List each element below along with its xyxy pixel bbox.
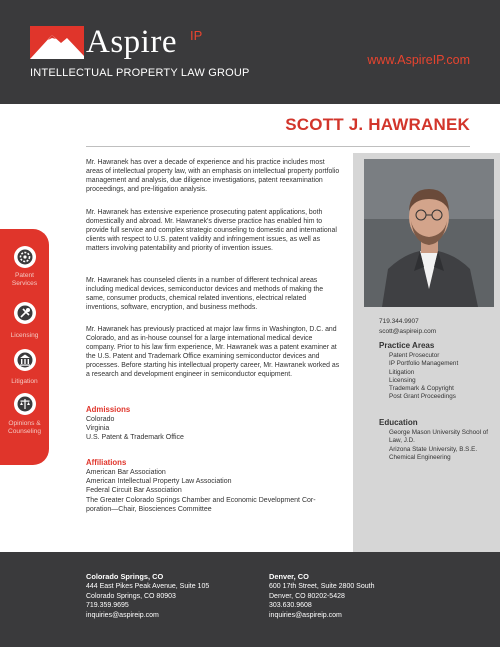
phone-number: 719.344.9907 [379, 318, 419, 325]
scale-icon[interactable] [14, 393, 36, 415]
affiliations-heading: Affiliations [86, 458, 127, 467]
service-licensing[interactable] [0, 332, 49, 340]
service-patent[interactable] [0, 272, 49, 287]
list-item: Patent Prosecutor [389, 352, 440, 359]
office-address-line: 444 East Pikes Peak Avenue, Suite 105 [86, 582, 210, 590]
office-email[interactable]: inquiries@aspireip.com [269, 612, 342, 620]
contact-info [379, 317, 436, 337]
list-item: Federal Circuit Bar Association [86, 487, 182, 495]
bio-paragraph-3: Mr. Hawranek has counseled clients in a number of different technical areas including medical devices, semiconductor devices and methods of making the same, consumer products, chemical related inventions, electrical related inventions, software, encryption, and business methods. [86, 277, 324, 311]
list-item: The Greater Colorado Springs Chamber and Economic Development Cor- [86, 496, 316, 504]
service-label: Counseling [8, 427, 41, 435]
office-phone: 719.359.9695 [86, 602, 129, 610]
brand-name: Aspire [86, 24, 177, 60]
practice-areas-list [389, 352, 458, 402]
brand-superscript: IP [190, 28, 203, 43]
office-city: Denver, CO [269, 572, 309, 581]
affiliations-list [86, 468, 316, 514]
courthouse-icon[interactable] [14, 349, 36, 371]
brand-tagline: INTELLECTUAL PROPERTY LAW GROUP [30, 67, 250, 79]
license-icon[interactable] [14, 302, 36, 324]
bio-paragraph-4: Mr. Hawranek has previously practiced at major law firms in Washington, D.C. and Colorado, and as in-house counsel for a large international medical device company. Prior to his law firm experience, Mr. Hawranek was a patent examiner at the U.S. Patent and Trademark Office examining semiconductor devices and processes. Before starting his intellectual property career, Mr. Hawranek worked as a research and development engineer in semiconductor equipment. [86, 326, 340, 378]
bio-paragraph-1: Mr. Hawranek has over a decade of experience and his practice includes most areas of intellectual property law, with an emphasis on intellectual property portfolio management and analysis, due diligence investigations, patent reexamination proceedings, and pre-litigation analysis. [86, 159, 340, 193]
admissions-heading: Admissions [86, 405, 131, 414]
list-item: Post Grant Proceedings [389, 393, 456, 401]
list-item: Colorado [86, 416, 115, 423]
list-item: Virginia [86, 425, 110, 433]
office-address-line: 600 17th Street, Suite 2800 South [269, 582, 375, 590]
list-item: IP Portfolio Management [389, 360, 459, 368]
office-email[interactable]: inquiries@aspireip.com [86, 612, 159, 620]
page-footer [0, 552, 500, 647]
practice-areas-heading: Practice Areas [379, 341, 435, 350]
list-item: U.S. Patent & Trademark Office [86, 434, 184, 442]
service-opinions[interactable] [0, 420, 49, 435]
list-item: poration—Chair, Biosciences Committee [86, 505, 212, 513]
gear-icon[interactable] [14, 246, 36, 268]
title-divider [86, 146, 470, 147]
list-item: American Intellectual Property Law Association [86, 478, 232, 486]
education-list [389, 429, 489, 462]
bio-paragraph-2: Mr. Hawranek has extensive experience prosecuting patent applications, both domestically and abroad. Mr. Hawranek's diverse practice has enabled him to provide full service and complex strategic counseling to domestic and international clients with respect to U.S. patent validity and infringement issues, as well as matters involving patentability and priority of invention issues. [86, 209, 337, 252]
list-item: American Bar Association [86, 469, 166, 476]
mountain-logo-icon [30, 26, 84, 59]
email-address[interactable]: scott@aspireip.com [379, 328, 437, 335]
list-item: Trademark & Copyright [389, 385, 454, 393]
education-heading: Education [379, 418, 418, 427]
list-item: Litigation [389, 368, 415, 376]
list-item: Licensing [389, 376, 416, 384]
service-label: Opinions & [8, 420, 41, 427]
attorney-name: SCOTT J. HAWRANEK [285, 115, 470, 134]
office-colorado-springs [86, 572, 209, 621]
office-phone: 303.630.9608 [269, 602, 312, 610]
attorney-photo [364, 159, 494, 307]
office-address-line: Colorado Springs, CO 80903 [86, 592, 176, 600]
office-address-line: Denver, CO 80202-5428 [269, 592, 345, 600]
list-item: George Mason University School of Law, J.D. [389, 429, 489, 445]
service-label: Litigation [11, 378, 38, 385]
service-label: Patent [14, 272, 35, 279]
office-city: Colorado Springs, CO [86, 572, 164, 581]
office-denver [269, 572, 374, 621]
list-item: Arizona State University, B.S.E. Chemical Engineering [389, 445, 478, 461]
service-litigation[interactable] [0, 378, 49, 386]
website-link[interactable]: www.AspireIP.com [367, 53, 470, 67]
service-label: Licensing [10, 332, 39, 339]
service-label: Services [11, 279, 38, 287]
admissions-list [86, 415, 184, 443]
